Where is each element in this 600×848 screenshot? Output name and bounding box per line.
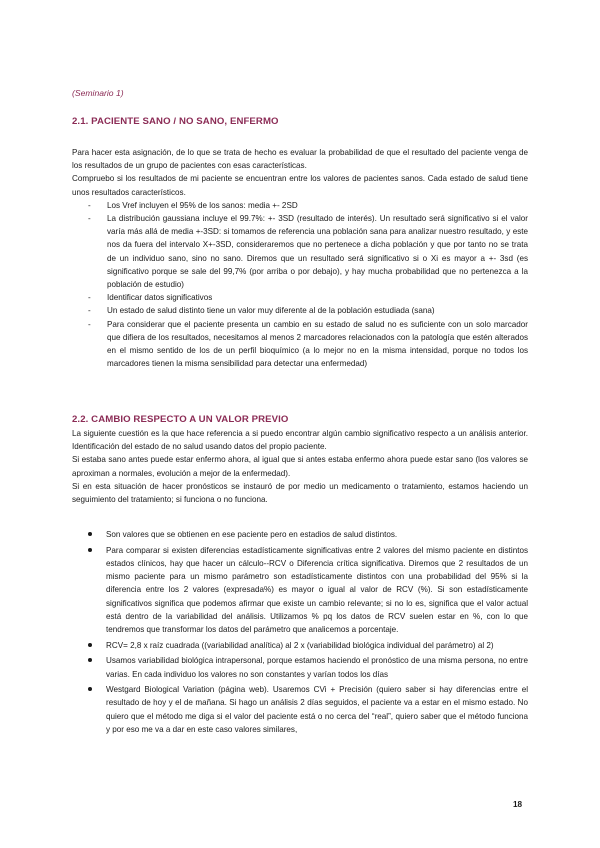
paragraph: Para hacer esta asignación, de lo que se trata de hecho es evaluar la probabilidad de que el resultado del paciente venga de los resultados de un grupo de pacientes con esas características.	[72, 148, 528, 171]
list-item	[88, 212, 528, 291]
list-item	[87, 654, 528, 680]
list-item-text: Son valores que se obtienen en ese paciente pero en estadios de salud distintos.	[106, 530, 398, 539]
list-item	[87, 544, 528, 636]
dash-marker: -	[88, 319, 91, 329]
bullet-marker	[88, 658, 92, 662]
section-2-bullets	[72, 528, 528, 739]
list-item-text: Para considerar que el paciente presenta un cambio en su estado de salud no es suficiente con un solo marcador que difiera de los resultados, necesitamos al menos 2 marcadores relacionados con la patología que estén alterados en el mismo sentido de los de un perfil bioquímico (a lo mejor no en la misma intensidad, porque no todos los marcadores tienen la misma sensibilidad para detectar una enfermedad)	[107, 319, 528, 369]
dash-marker: -	[88, 214, 91, 224]
list-item-text: La distribución gaussiana incluye el 99.7%: +- 3SD (resultado de interés). Un resultado será significativo si el valor varía más allá de media +-3SD: si tomamos de referencia una población sana para analizar nuestro resultado, y este nos da fuera del intervalo X+-3SD, consideraremos que no pertenece a dicha población y que por tanto no se trata de un individuo sano, sino no sano. Diremos que un resultado será significativo si o Xi es mayor a +- 3sd (es significativo porque se sale del 99,7% (por arriba o por debajo), y hay mucha probabilidad que no pertenezca a la población de estudio)	[107, 214, 528, 290]
list-item	[88, 291, 528, 304]
list-item	[87, 528, 528, 541]
section-1-heading: 2.1. PACIENTE SANO / NO SANO, ENFERMO	[72, 116, 279, 127]
list-item-text: Los Vref incluyen el 95% de los sanos: media +- 2SD	[107, 200, 298, 210]
paragraph: Si en esta situación de hacer pronósticos se instauró de por medio un medicamento o tratamiento, estamos haciendo un seguimiento del tratamiento; si funciona o no funciona.	[72, 481, 528, 505]
section-1-body	[72, 146, 528, 370]
paragraph: Si estaba sano antes puede estar enfermo ahora, al igual que si antes estaba enfermo ahora puede estar sano (los valores se aproximan a normales, evolución a mejor de la enfermedad).	[72, 455, 528, 478]
list-item	[87, 639, 528, 652]
seminar-label: (Seminario 1)	[72, 88, 124, 98]
list-item	[88, 318, 528, 371]
list-item	[87, 683, 528, 736]
section-2-heading: 2.2. CAMBIO RESPECTO A UN VALOR PREVIO	[72, 414, 289, 425]
bullet-marker	[88, 643, 92, 647]
list-item-text: Para comparar si existen diferencias estadísticamente significativas entre 2 valores del mismo paciente en distintos estados clínicos, hay que hacer un cálculo--RCV o Diferencia crítica significativa. Diremos que 2 resultados de un mismo paciente para un mismo parámetro son estadísticamente distintos con una probabilidad del 95% si la diferencia entre los 2 valores (expresada%) es mayor o igual al valor de RCV (%). Si son estadísticamente significativos significa que podemos afirmar que existe un cambio relevante; si no lo es, significa que el valor actual está dentro de la variabilidad del análisis. Utilizamos % pq los datos de RCV suelen estar en %, con lo que tendremos que transformar los datos del parámetro que analicemos a porcentaje.	[106, 545, 528, 634]
dash-marker: -	[88, 306, 91, 316]
list-item	[88, 199, 528, 212]
dash-marker: -	[88, 200, 91, 210]
list-item-text: Identificar datos significativos	[107, 293, 213, 303]
dash-list	[88, 199, 528, 371]
bullet-marker	[88, 687, 92, 691]
bullet-marker	[88, 532, 92, 536]
list-item-text: Un estado de salud distinto tiene un valor muy diferente al de la población estudiada (sana)	[107, 306, 435, 316]
bullet-list	[87, 528, 528, 736]
bullet-marker	[88, 548, 92, 552]
section-2-intro	[72, 427, 528, 506]
paragraph: Compruebo si los resultados de mi paciente se encuentran entre los valores de pacientes sanos. Cada estado de salud tiene unos resultados característicos.	[72, 174, 528, 197]
dash-marker: -	[88, 293, 91, 303]
list-item-text: Usamos variabilidad biológica intrapersonal, porque estamos haciendo el pronóstico de una misma persona, no entre varias. En cada individuo los valores no son constantes y varían todos los días	[106, 656, 528, 679]
list-item-text: RCV= 2,8 x raíz cuadrada ((variabilidad analítica) al 2 x (variabilidad biológica individual del parámetro) al 2)	[106, 640, 494, 650]
list-item-text: Westgard Biological Variation (página web). Usaremos CVi + Precisión (quiero saber si hay diferencias entre el resultado de hoy y el de mañana. Si hago un análisis 2 días seguidos, el paciente va a estar en el mismo estado. No quiero que el método me diga si el valor del paciente está o no cerca del “real”, quiero saber que el método funciona y por eso me va a dar en este caso valores similares,	[106, 685, 528, 734]
page-number: 18	[513, 800, 523, 809]
list-item	[88, 304, 528, 317]
paragraph: La siguiente cuestión es la que hace referencia a si puedo encontrar algún cambio significativo respecto a un análisis anterior. Identificación del estado de no salud usando datos del propio paciente.	[72, 429, 528, 452]
